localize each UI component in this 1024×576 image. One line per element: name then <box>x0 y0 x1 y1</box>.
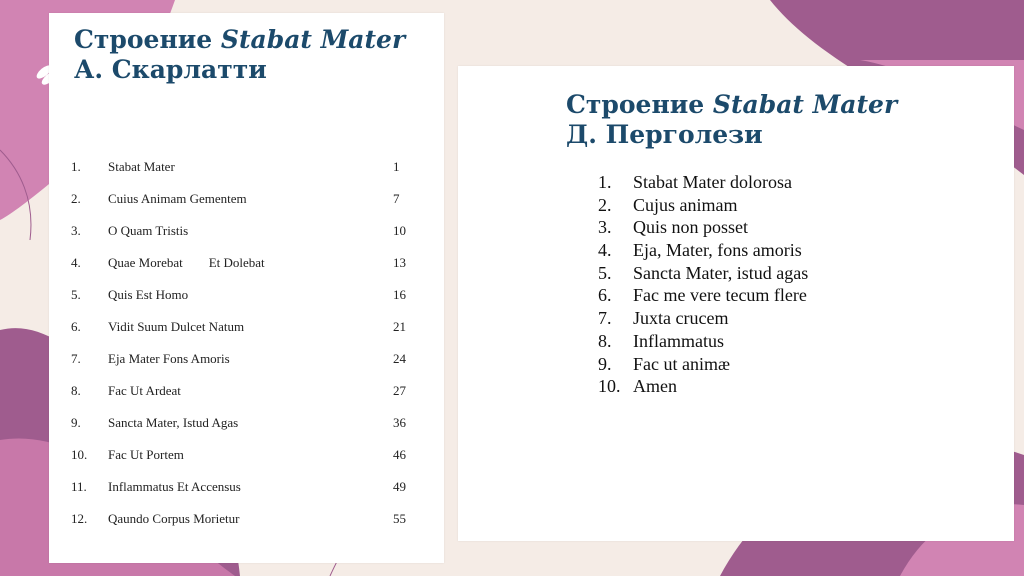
list-item <box>598 195 898 218</box>
pergolesi-title <box>566 90 897 150</box>
movement-name: O Quam Tristis <box>108 223 189 238</box>
movement-name: Eja Mater Fons Amoris <box>108 351 230 366</box>
movement-number: 6. <box>598 285 612 306</box>
movement-number: 9. <box>71 415 81 430</box>
movement-page: 36 <box>393 415 406 430</box>
movement-number: 7. <box>71 351 81 366</box>
movement-name: Quae Morebat Et Dolebat <box>108 255 265 270</box>
movement-page: 7 <box>393 191 400 206</box>
table-row <box>71 153 431 185</box>
movement-number: 6. <box>71 319 81 334</box>
movement-number: 4. <box>598 240 612 261</box>
scarlatti-title <box>74 25 405 85</box>
movement-page: 10 <box>393 223 406 238</box>
movement-name: Vidit Suum Dulcet Natum <box>108 319 245 334</box>
table-row <box>71 281 431 313</box>
movement-number: 3. <box>71 223 81 238</box>
movement-name: Qaundo Corpus Morietur <box>108 511 240 526</box>
table-row <box>71 313 431 345</box>
movement-name: Quis non posset <box>633 217 749 238</box>
pergolesi-title-prefix: Строение <box>566 90 713 119</box>
list-item <box>598 308 898 331</box>
movement-page: 55 <box>393 511 406 526</box>
pergolesi-title-italic: Stabat Mater <box>712 90 898 119</box>
movement-page: 46 <box>393 447 406 462</box>
table-row <box>71 473 431 505</box>
movement-number: 7. <box>598 308 612 329</box>
table-row <box>71 441 431 473</box>
movement-number: 10. <box>598 376 621 397</box>
list-item <box>598 285 898 308</box>
movement-number: 2. <box>71 191 81 206</box>
movement-number: 5. <box>71 287 81 302</box>
list-item <box>598 263 898 286</box>
list-item <box>598 217 898 240</box>
pergolesi-card <box>458 66 1014 541</box>
movement-page: 24 <box>393 351 406 366</box>
movement-name: Amen <box>633 376 677 397</box>
movement-page: 1 <box>393 159 400 174</box>
movement-name: Sancta Mater, istud agas <box>633 262 809 283</box>
movement-name: Inflammatus <box>633 330 724 351</box>
list-item <box>598 240 898 263</box>
movement-name: Stabat Mater <box>108 159 175 174</box>
list-item <box>598 354 898 377</box>
scarlatti-card <box>49 13 444 563</box>
movement-name: Fac Ut Ardeat <box>108 383 181 398</box>
movement-name: Fac me vere tecum flere <box>633 285 807 306</box>
movement-page: 16 <box>393 287 406 302</box>
movement-number: 8. <box>598 330 612 351</box>
movement-page: 13 <box>393 255 406 270</box>
movement-number: 1. <box>598 172 612 192</box>
movement-number: 1. <box>71 159 81 174</box>
scarlatti-title-italic: Stabat Mater <box>220 25 406 54</box>
pergolesi-movement-list <box>598 172 898 399</box>
table-row <box>71 217 431 249</box>
movement-number: 9. <box>598 353 612 374</box>
movement-number: 5. <box>598 262 612 283</box>
movement-name: Quis Est Homo <box>108 287 189 302</box>
table-row <box>71 409 431 441</box>
scarlatti-movement-list <box>71 153 431 537</box>
movement-name: Inflammatus Et Accensus <box>108 479 241 494</box>
list-item <box>598 376 898 399</box>
list-item <box>598 172 898 195</box>
movement-name: Eja, Mater, fons amoris <box>633 240 802 261</box>
list-item <box>598 331 898 354</box>
movement-name: Stabat Mater dolorosa <box>633 172 792 192</box>
scarlatti-composer: А. Скарлатти <box>74 55 267 84</box>
movement-name: Juxta crucem <box>633 308 729 329</box>
table-row <box>71 377 431 409</box>
pergolesi-composer: Д. Перголези <box>566 120 763 149</box>
movement-number: 12. <box>71 511 88 526</box>
movement-name: Fac Ut Portem <box>108 447 184 462</box>
movement-name: Fac ut animæ <box>633 353 730 374</box>
table-row <box>71 345 431 377</box>
table-row <box>71 505 431 537</box>
movement-number: 4. <box>71 255 81 270</box>
movement-name: Sancta Mater, Istud Agas <box>108 415 239 430</box>
table-row <box>71 185 431 217</box>
movement-page: 21 <box>393 319 406 334</box>
movement-number: 2. <box>598 194 612 215</box>
table-row <box>71 249 431 281</box>
movement-number: 11. <box>71 479 87 494</box>
movement-number: 3. <box>598 217 612 238</box>
movement-name: Cujus animam <box>633 194 738 215</box>
movement-page: 27 <box>393 383 406 398</box>
movement-name: Cuius Animam Gementem <box>108 191 247 206</box>
scarlatti-title-prefix: Строение <box>74 25 221 54</box>
movement-number: 10. <box>71 447 88 462</box>
movement-page: 49 <box>393 479 406 494</box>
movement-number: 8. <box>71 383 81 398</box>
